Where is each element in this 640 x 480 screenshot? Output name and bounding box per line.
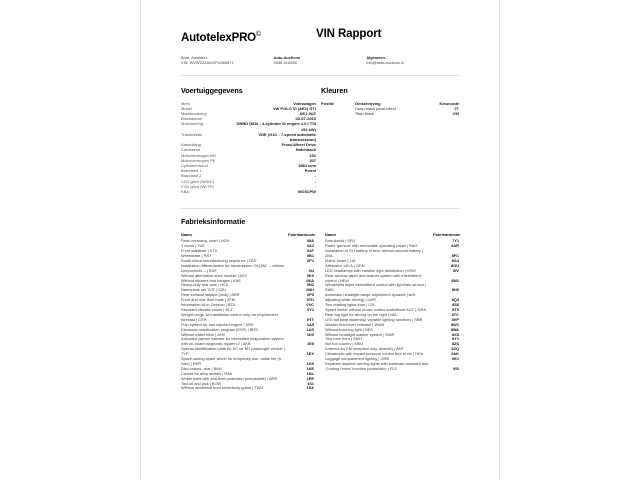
factory-column-left [181,232,320,391]
factory-option-name: Windshield wiper intermittent control with light/rain sensor | SWS [325,282,427,293]
factory-option-code: 1G9 [306,360,314,366]
factory-option-name: Climatronic with impact pressure control free of cfc | HKA [325,351,424,357]
factory-option-code: 8AR [451,243,459,249]
factory-option-name: LED tail lamp assembly, variable lighting functions | SBR [325,316,423,322]
vehicle-spec-label: Brandstof 2 [181,173,202,179]
factory-option-code: 0TD [306,297,314,303]
factory-column-right [320,232,459,391]
factory-option-code: 0Y1 [307,306,314,312]
dealer-name: Auto Auctions [273,54,301,60]
factory-option-code: 8S6 [452,302,459,308]
factory-option-name: Standard climatic zones | KLZ [181,306,233,312]
factory-option-code: 8Q3 [451,297,459,303]
factory-option-code: 8FC [451,253,459,259]
factory-option-name: Matrix beam | LIA [325,257,356,263]
factory-option-code: 1KE [306,365,314,371]
vehicle-spec-value: 1984 ccm [297,163,316,169]
factory-option-code: 8WA [450,326,459,332]
factory-option-code: 1S1 [307,380,314,386]
factory-option-name: Alternator 140 A | GDN [325,262,365,268]
factory-option-code: 8N6 [451,287,459,293]
colors-header-code: Kleurcode [439,100,459,106]
vehicle-spec-label: Aandrijving [181,142,201,148]
vehicle-section-title: Voertuiggegevens [181,85,243,95]
factory-option-name: Side Assist | SPU [325,238,356,244]
factory-option-name: Wheel bolts with anti-theft protection (unlockable) | ARR [181,375,278,381]
vehicle-spec-value: VDE (G1C : 7-speed automatic transmission) [258,131,316,143]
vehicle-spec-label: Cylinderinhoud [181,163,208,169]
factory-option-code: 8Y1 [452,336,459,342]
factory-option-name: Two-tone horn | SMH [325,336,362,342]
factory-columns [181,232,459,391]
vin-label: VIN: WVWZZZAWZPU085871 [181,60,234,66]
factory-option-name: Covers for alloy wheels | RAA [181,370,233,376]
factory-option-name: Disc brakes, rear | BAH [181,365,222,371]
factory-option-row [181,386,314,391]
factory-option-code: 00A [306,238,314,244]
factory-option-code: 8T9 [452,306,459,312]
factory-header-code-left: Fabrikantcode [288,232,316,238]
vehicle-spec-label: KBA [181,189,190,195]
factory-option-code: 8VP [451,316,459,322]
colors-section [321,86,459,195]
vehicle-spec-label: Motorisering [181,121,204,127]
factory-option-code: 1D0 [306,331,314,337]
factory-option-name: South Africa manufacturing sequence | FAD [181,257,257,263]
factory-option-code: 8GU [451,262,459,268]
vehicle-spec-row [181,132,316,142]
header-meta [181,55,459,66]
factory-option-code: 8W1 [451,321,459,327]
vehicle-spec-label: Motorvermogen kW [181,152,216,158]
upper-sections [181,86,459,195]
factory-option-name: Wheelbase | RST [181,253,212,259]
factory-option-name: Front and rear floor mats | ZFM [181,297,235,303]
meta-dealer-block [274,55,367,66]
factory-option-code: 8TC [451,311,459,317]
meta-source-block [181,55,274,66]
brand-title-text: AutotelexPRO [181,31,256,44]
header-title-block [316,28,459,45]
color-code: EM [453,111,459,117]
vehicle-spec-value: - [314,173,316,179]
factory-header-name-left: Naam [181,232,192,238]
vehicle-spec-label: Merk [181,100,190,106]
vehicle-spec-label: CO2 g/km (WLTP) [181,183,214,189]
contact-email: info@auto-auctions.nl [366,60,405,66]
vehicle-spec-label: Brandstof 1 [181,168,202,174]
vehicle-spec-value: - [314,183,316,189]
vehicle-spec-label: Bouwdatum [181,116,203,122]
factory-option-name: Electronic stabilization program (ESP) | BRS [181,326,258,332]
factory-section [181,208,459,391]
colors-section-title: Kleuren [321,85,348,95]
factory-option-code: 0K0 [306,272,314,278]
vehicle-spec-label: Motorvermogen PK [181,157,216,163]
vehicle-spec-value: Front-Wheel Drive [281,142,316,148]
factory-option-code: 0B1 [306,253,314,259]
colors-header-position: Positie [321,100,335,106]
factory-option-code: 9AK [451,351,459,357]
factory-option-code: 0A2 [306,243,314,249]
factory-option-name: Tool kit and jack | BOW [181,380,222,386]
factory-option-name: LED headlamps with variable light distribution | HSW [325,267,416,273]
factory-option-name: Without trailer hitch | AHV [181,331,226,337]
factory-option-name: Washer fluid level indicator | WWA [325,321,385,327]
factory-option-code: 1NL [306,370,314,376]
page-title: VIN Rapport [316,28,382,40]
vehicle-spec-value: Volkswagen [293,100,316,106]
factory-option-code: 0FV [306,257,314,263]
factory-option-name: Front stabilizer | STV [181,248,218,254]
factory-option-name: Automatic headlight-range adjustment dynamic (self-adjusting while driving) | LWR [325,292,416,303]
factory-option-name: Without additional front underbody guard | TWU [181,385,264,391]
factory-option-name: Installation of SLI battery in rear, without second battery | ZBA [325,248,423,259]
factory-option-code: 8M1 [451,277,459,283]
factory-header-name-right: Naam [325,232,336,238]
factory-option-name: Without stickers and badges | KAE [181,277,241,283]
factory-option-name: Rear overhang, short | UGH [181,238,230,244]
registered-mark-icon: © [255,31,261,38]
color-code: 2T [454,106,459,112]
factory-option-name: Without front fog light | NES [325,326,373,332]
factory-list-left [181,239,314,391]
colors-row-list [321,106,459,117]
vehicle-spec-value: Petrol [304,168,316,174]
vehicle-spec-value: 0603CPW [297,189,316,195]
factory-option-name: Fuel system for fuel-injected engine | KRS [181,321,254,327]
colors-header-description: Omschrijving [355,100,381,106]
meta-contact-block [366,55,459,66]
vehicle-spec-label: Model [181,105,192,111]
vehicle-spec-value: Hatchback [295,147,316,153]
factory-option-name: Not hot country | MKU [325,341,364,347]
factory-option-name: Activated carbon canister for intensified evaporation system with on-board diagnostic system 2 | AKB [181,336,284,347]
factory-option-code: 8IV [453,267,459,273]
factory-option-name: Luggage compartment lighting | GRB [325,356,389,362]
source-label: Bron: Autotelex [181,54,208,60]
factory-divider [181,208,459,209]
factory-option-code: 0NH [306,287,314,293]
factory-option-code: 1SA [306,385,314,391]
factory-option-code: 7Y1 [452,238,459,244]
factory-option-code: 0KA [306,277,314,283]
contact-name: Algemeen . [366,54,388,60]
color-description: Titan black [355,111,375,117]
factory-option-code: 0IJ [308,267,314,273]
factory-option-code: 0P5 [307,292,314,298]
factory-option-name: Space-saving spare wheel for temporary use, radial tire (5-hole) | RER [181,356,283,366]
factory-option-name: Antenna for FM reception only, diversity | ANT [325,346,404,352]
factory-option-name: Rear window wiper and washer system with intermittent control | HEW [325,272,421,283]
factory-option-name: Speed limiter without cruise control andwithout ACC | GRA [325,306,426,312]
factory-option-name: Separate daytime running lights with lowbeam assistant and 'Coming Home' function (automatic) | FLS [325,360,429,371]
vehicle-section [181,86,321,195]
vehicle-spec-label: Carosserie [181,147,201,153]
vehicle-spec-label: Markteodering [181,111,207,117]
factory-option-code: 1EX [306,351,314,357]
factory-section-title: Fabrieksinformatie [181,217,246,227]
factory-option-code: 0VC [306,302,314,308]
factory-option-code: 1AS [306,326,314,332]
factory-option-name: Rear exhaust tailpipe (oval) | ARR [181,292,240,298]
color-description: Deep black pearl effect [355,106,396,112]
vehicle-spec-value: VW POLO VI (AE1) GTI [272,105,316,111]
vehicle-spec-value: DNND (M16 : 4-cylinder SI engine 2.0 l TSI 152 kW) [236,121,316,132]
factory-option-code: 1A5 [306,321,314,327]
factory-option-name: Without headlight washer system | SWR [325,331,395,337]
vehicle-spec-value: AE1 9UZ [299,111,316,117]
factory-option-code: 8X0 [452,331,459,337]
vehicle-spec-row [181,121,316,131]
factory-option-code: 8G4 [451,257,459,263]
factory-option-code: 0N2 [306,282,314,288]
vehicle-spec-value: - [314,178,316,184]
factory-option-code: 0AT [306,248,314,254]
report-header [181,0,459,45]
report-sheet [140,0,500,480]
factory-option-name: Information kit in German | BTA [181,302,236,308]
vehicle-spec-value: 03-07-2023 [295,116,316,122]
factory-option-name: Heavy-duty rear axle | HCA [181,282,229,288]
factory-option-name: Nameplate set 'GTI' | SZU [181,287,227,293]
factory-list-right [325,239,459,371]
factory-option-name: Installation differentiation for transmission 'DQ381' -- vehicle components -- | EDF [181,262,285,273]
factory-option-code: 1E5 [307,341,314,347]
vehicle-spec-label: Transmissie [181,131,203,137]
factory-option-code: 0YT [306,316,314,322]
factory-option-name: 4 doors | TUE [181,243,205,249]
brand-title [181,28,316,45]
dealer-phone: 0548-516398 [273,60,297,66]
vehicle-spec-label: CO2 g/km (NEDC) [181,178,215,184]
factory-option-name: Radio 'gamma' with removable operating panel | RAO [325,243,418,249]
vehicle-spec-row [181,189,316,194]
factory-option-name: Weight range 18 installation control only, no requirement forecast | GXH [181,311,278,322]
factory-header-code-right: Fabrikantcode [433,232,461,238]
vehicle-spec-value: 207 [309,157,316,163]
factory-option-code: 9IS [453,365,459,371]
color-position [321,111,355,116]
vehicle-spec-list [181,101,316,195]
factory-option-name: Two reading lights front | LEL [325,302,376,308]
factory-option-row [325,362,459,372]
factory-option-code: 8ZQ [451,346,459,352]
factory-option-code: 9E1 [452,356,459,362]
factory-option-name: Without alternative drive module | ASY [181,272,248,278]
factory-option-name: Rear fog light for driving on the right | NEL [325,311,398,317]
header-divider [181,75,459,76]
vehicle-spec-value: 152 [309,152,316,158]
factory-option-name: Special identification plate for EC for M1 passenger vehicle | TYP [181,346,285,357]
factory-option-code: 1PE [306,375,314,381]
factory-option-code: 8ZS [451,341,459,347]
header-brand-block [181,28,316,45]
color-row [321,111,459,116]
